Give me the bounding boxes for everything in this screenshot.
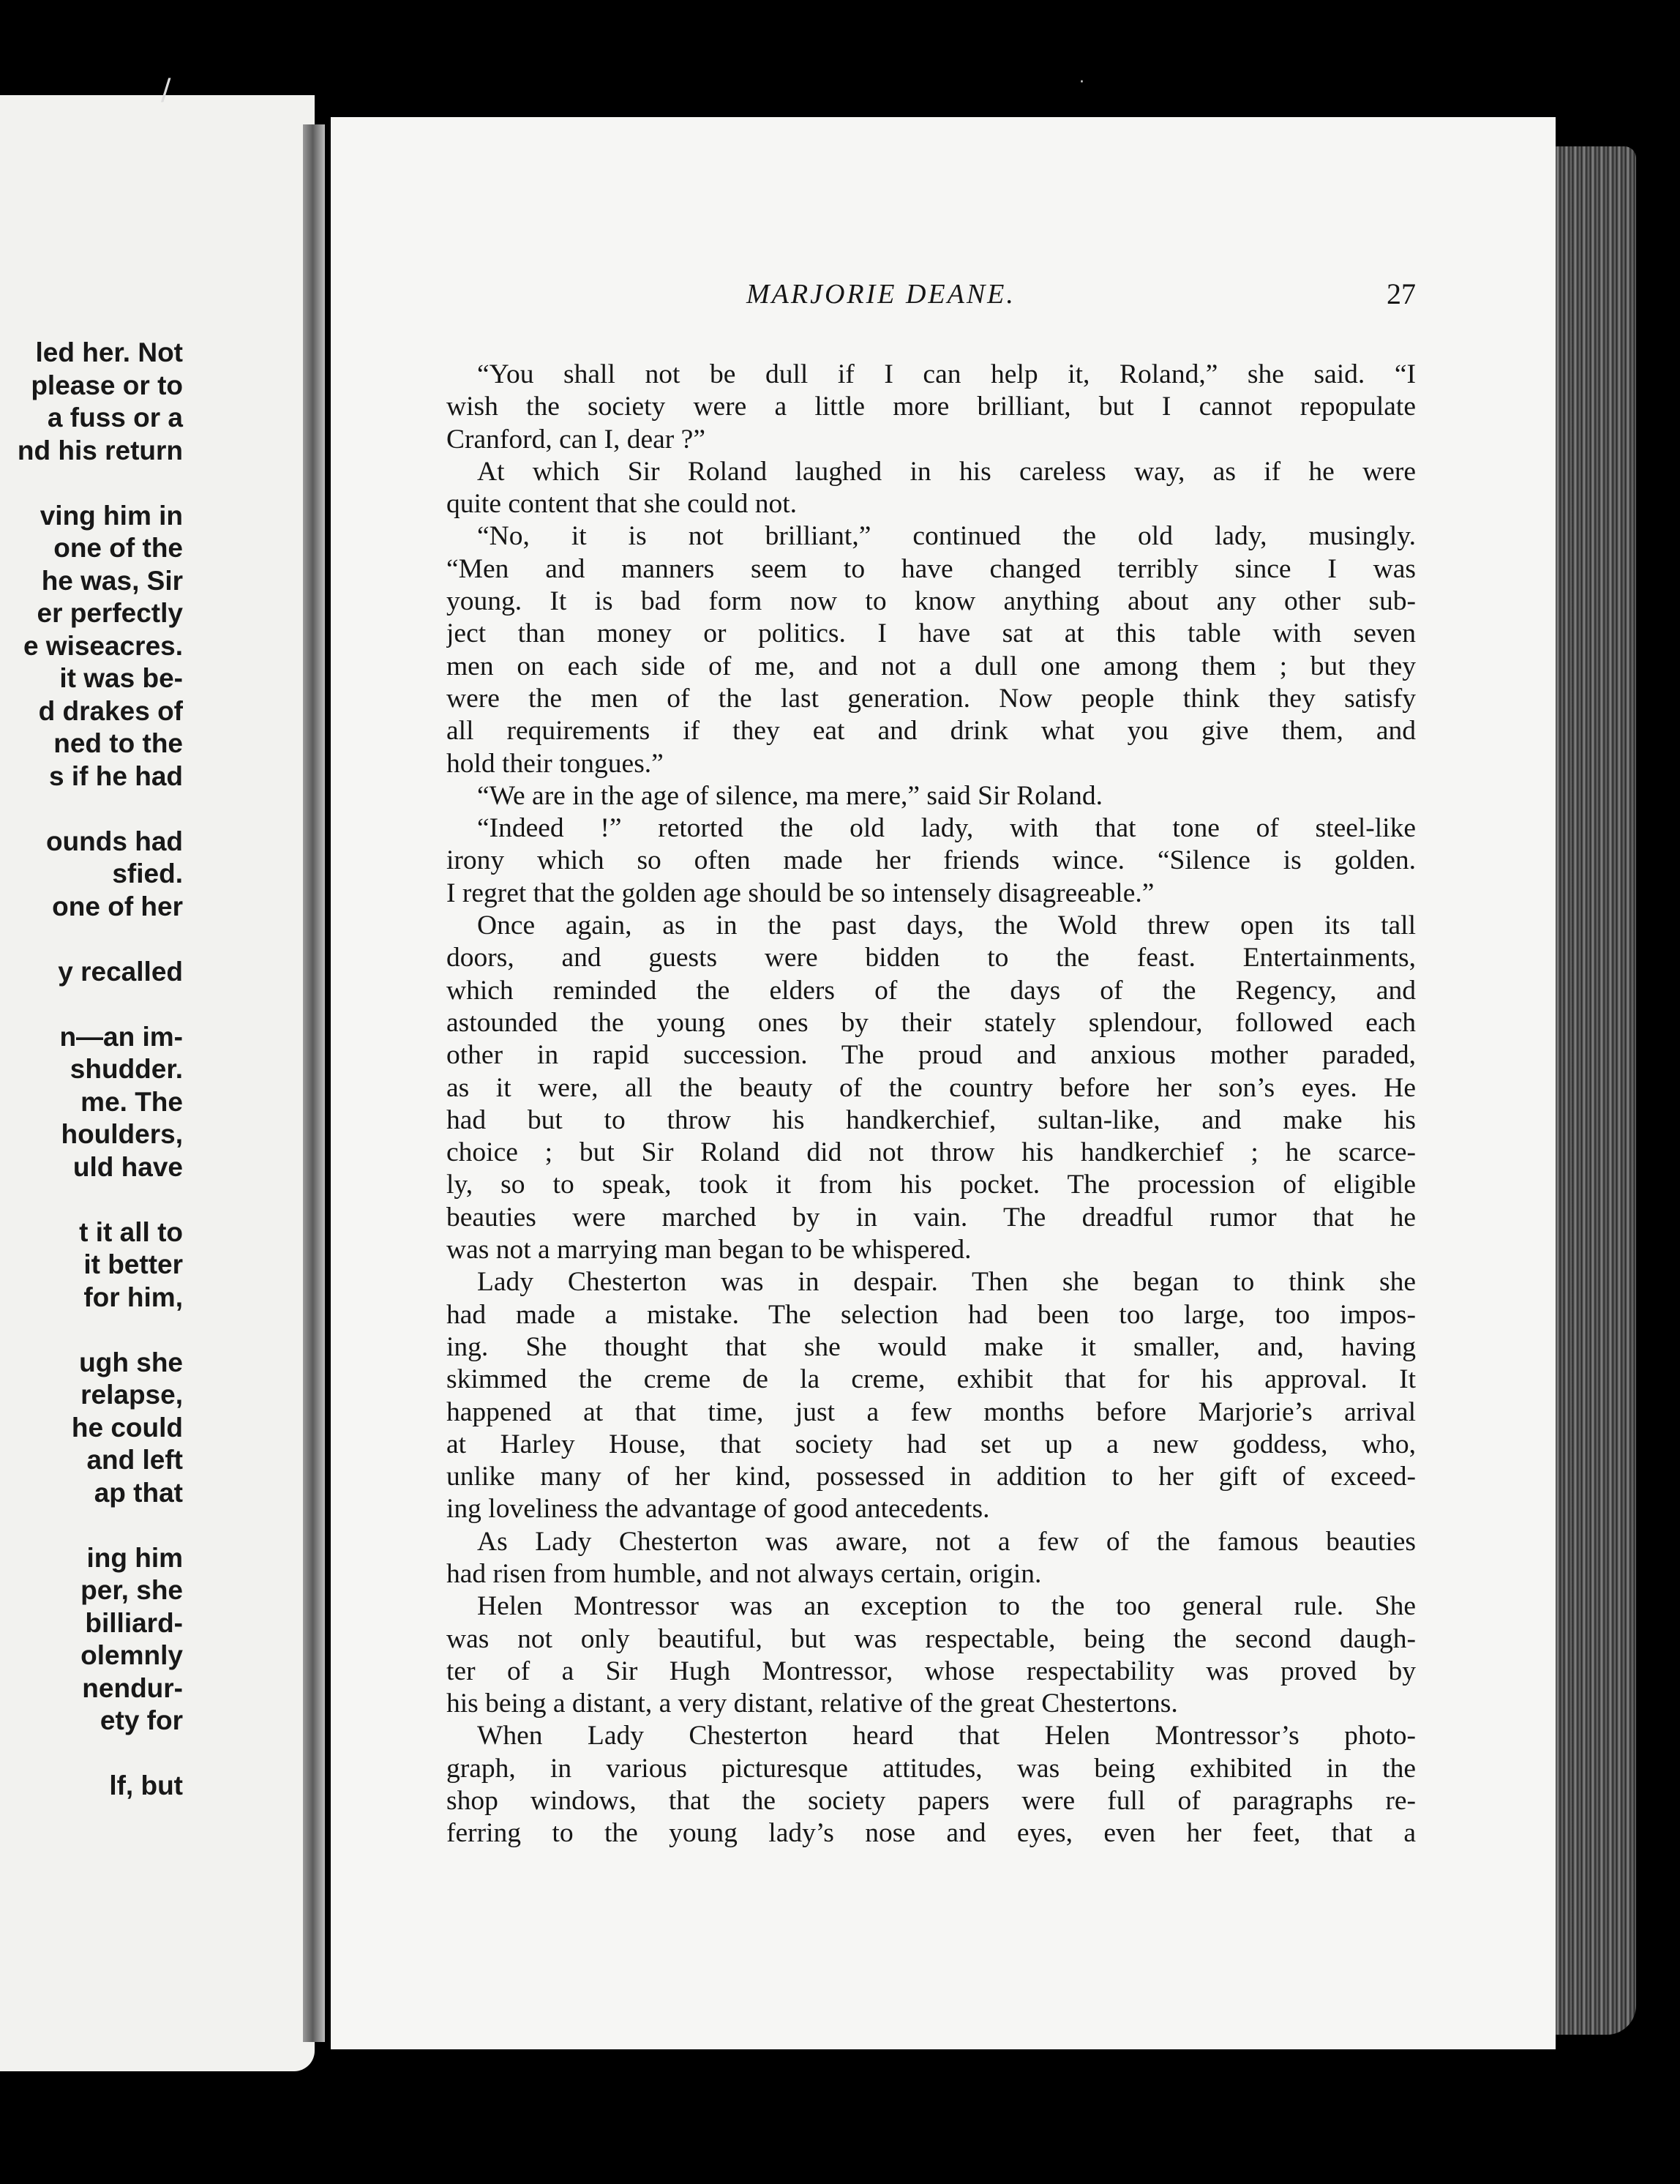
text-line: ter of a Sir Hugh Montressor, whose respectability was proved by bbox=[446, 1656, 1416, 1686]
scan-artifact: / bbox=[161, 73, 171, 107]
text-line: ly, so to speak, took it from his pocket. The procession of eligible bbox=[446, 1170, 1416, 1200]
text-line: “No, it is not brilliant,” continued the old lady, musingly. bbox=[477, 521, 1416, 552]
text-line: “We are in the age of silence, ma mere,” said Sir Roland. bbox=[477, 780, 1103, 811]
left-page-line: for him, bbox=[83, 1282, 183, 1312]
text-line: ing. She thought that she would make it smaller, and, having bbox=[446, 1331, 1416, 1362]
left-page-line bbox=[0, 1314, 183, 1347]
left-page-line: it better bbox=[83, 1249, 183, 1279]
left-page-line: er perfectly bbox=[37, 598, 183, 628]
text-line: wish the society were a little more brilliant, but I cannot repopulate bbox=[446, 392, 1416, 422]
text-line: “You shall not be dull if I can help it, Roland,” she said. “I bbox=[477, 359, 1416, 389]
left-page-line: s if he had bbox=[49, 760, 183, 791]
text-line: happened at that time, just a few months before Marjorie’s arrival bbox=[446, 1396, 1416, 1427]
left-page-line bbox=[0, 923, 183, 956]
text-line: doors, and guests were bidden to the feast. Entertainments, bbox=[446, 943, 1416, 973]
left-page-line: y recalled bbox=[58, 956, 183, 987]
text-line: When Lady Chesterton heard that Helen Montressor’s photo- bbox=[477, 1721, 1416, 1751]
text-line: At which Sir Roland laughed in his careless way, as if he were bbox=[477, 456, 1416, 487]
text-line: Cranford, can I, dear ?” bbox=[446, 424, 705, 455]
text-line: as it were, all the beauty of the country before her son’s eyes. He bbox=[446, 1072, 1416, 1103]
left-page-line: ing him bbox=[86, 1542, 183, 1573]
page-number: 27 bbox=[1387, 277, 1416, 310]
text-line: choice ; but Sir Roland did not throw his handkerchief ; he scarce- bbox=[446, 1137, 1416, 1168]
text-line: “Indeed !” retorted the old lady, with that tone of steel-like bbox=[477, 813, 1416, 844]
running-head-title: MARJORIE DEANE. bbox=[746, 279, 1016, 310]
left-page-line: olemnly bbox=[80, 1640, 183, 1670]
left-page-line: houlders, bbox=[61, 1119, 183, 1149]
text-line: at Harley House, that society had set up a new goddess, who, bbox=[446, 1429, 1416, 1459]
left-page-line: lf, but bbox=[109, 1770, 183, 1800]
left-page-line: he was, Sir bbox=[41, 565, 183, 596]
text-line: his being a distant, a very distant, relative of the great Chestertons. bbox=[446, 1689, 1178, 1719]
left-page-line: one of her bbox=[52, 891, 183, 921]
left-page-line: one of the bbox=[53, 533, 183, 563]
left-page-line: nd his return bbox=[17, 435, 183, 465]
text-line: I regret that the golden age should be so intensely disagreeable.” bbox=[446, 878, 1155, 908]
text-line: other in rapid succession. The proud and anxious mother paraded, bbox=[446, 1040, 1416, 1071]
page-content bbox=[446, 278, 1416, 1850]
left-page-line: t it all to bbox=[79, 1216, 183, 1247]
text-line: had but to throw his handkerchief, sultan-like, and make his bbox=[446, 1104, 1416, 1135]
left-page-line: ap that bbox=[94, 1477, 183, 1508]
left-page-line: sfied. bbox=[112, 859, 183, 889]
text-line: hold their tongues.” bbox=[446, 748, 664, 779]
left-page-line: shudder. bbox=[70, 1054, 183, 1084]
left-page-line: and left bbox=[86, 1445, 183, 1475]
scan-artifact: · bbox=[1079, 73, 1084, 91]
left-page-line: it was be- bbox=[59, 663, 183, 693]
text-line: young. It is bad form now to know anything about any other sub- bbox=[446, 586, 1416, 617]
left-page-line: me. The bbox=[80, 1086, 183, 1117]
text-line: ferring to the young lady’s nose and eyes, even her feet, that a bbox=[446, 1818, 1416, 1849]
left-page-text bbox=[0, 337, 183, 1803]
left-page-line: d drakes of bbox=[38, 695, 183, 726]
left-page-line: nendur- bbox=[82, 1672, 183, 1703]
left-page-line: relapse, bbox=[80, 1380, 183, 1410]
text-line: astounded the young ones by their stately splendour, followed each bbox=[446, 1007, 1416, 1038]
text-line: was not only beautiful, but was respectable, being the second daugh- bbox=[446, 1623, 1416, 1654]
text-line: irony which so often made her friends wince. “Silence is golden. bbox=[446, 845, 1416, 876]
left-page-line: ugh she bbox=[79, 1347, 183, 1377]
text-line: Helen Montressor was an exception to the too general rule. She bbox=[477, 1591, 1416, 1622]
text-line: shop windows, that the society papers were full of paragraphs re- bbox=[446, 1786, 1416, 1817]
left-page-line: n—an im- bbox=[59, 1021, 183, 1052]
left-page bbox=[0, 95, 315, 2071]
text-line: all requirements if they eat and drink what you give them, and bbox=[446, 716, 1416, 747]
left-page-line bbox=[0, 1183, 183, 1216]
left-page-line: a fuss or a bbox=[47, 403, 183, 433]
body-text bbox=[446, 359, 1416, 1850]
running-head bbox=[446, 278, 1416, 329]
text-line: graph, in various picturesque attitudes, was being exhibited in the bbox=[446, 1753, 1416, 1784]
left-page-line: uld have bbox=[72, 1151, 183, 1182]
left-page-line bbox=[0, 988, 183, 1021]
left-page-line: ned to the bbox=[53, 728, 183, 758]
left-page-line: please or to bbox=[31, 370, 183, 400]
left-page-line bbox=[0, 793, 183, 826]
text-line: had made a mistake. The selection had been too large, too impos- bbox=[446, 1299, 1416, 1330]
book-gutter bbox=[303, 124, 325, 2042]
text-line: ing loveliness the advantage of good antecedents. bbox=[446, 1494, 990, 1525]
text-line: “Men and manners seem to have changed terribly since I was bbox=[446, 553, 1416, 584]
text-line: ject than money or politics. I have sat at this table with seven bbox=[446, 618, 1416, 649]
text-line: was not a marrying man began to be whispered. bbox=[446, 1235, 972, 1265]
text-line: beauties were marched by in vain. The dreadful rumor that he bbox=[446, 1202, 1416, 1233]
text-line: were the men of the last generation. Now people think they satisfy bbox=[446, 683, 1416, 714]
left-page-line: led her. Not bbox=[35, 337, 183, 367]
text-line: Once again, as in the past days, the Wold threw open its tall bbox=[477, 910, 1416, 941]
left-page-line bbox=[0, 1509, 183, 1542]
left-page-line: he could bbox=[71, 1412, 183, 1443]
left-page-line: ving him in bbox=[40, 500, 183, 531]
text-line: which reminded the elders of the days of the Regency, and bbox=[446, 975, 1416, 1006]
left-page-line: billiard- bbox=[85, 1607, 183, 1638]
text-line: men on each side of me, and not a dull one among them ; but they bbox=[446, 651, 1416, 681]
left-page-line: ounds had bbox=[45, 826, 183, 856]
left-page-line bbox=[0, 1738, 183, 1770]
text-line: unlike many of her kind, possessed in addition to her gift of exceed- bbox=[446, 1462, 1416, 1492]
left-page-line: per, she bbox=[80, 1575, 183, 1605]
text-line: quite content that she could not. bbox=[446, 489, 798, 520]
left-page-line: e wiseacres. bbox=[23, 630, 183, 661]
text-line: had risen from humble, and not always certain, origin. bbox=[446, 1558, 1042, 1589]
left-page-line bbox=[0, 467, 183, 500]
text-line: As Lady Chesterton was aware, not a few of the famous beauties bbox=[477, 1526, 1416, 1557]
text-line: Lady Chesterton was in despair. Then she began to think she bbox=[477, 1267, 1416, 1298]
text-line: skimmed the creme de la creme, exhibit that for his approval. It bbox=[446, 1364, 1416, 1395]
left-page-line: ety for bbox=[100, 1705, 183, 1735]
page-fore-edge bbox=[1556, 146, 1636, 2035]
